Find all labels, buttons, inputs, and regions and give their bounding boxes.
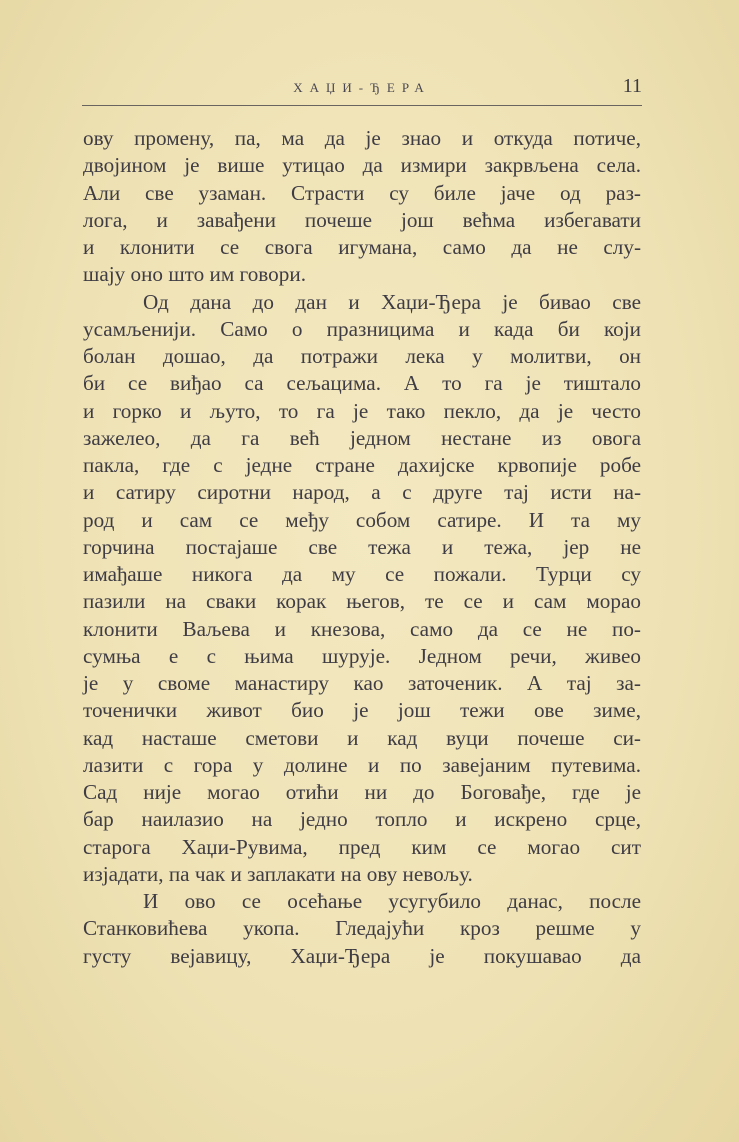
text-line: имађаше никога да му се пожали. Турци су [83, 562, 641, 586]
text-line: изјадати, па чак и заплакати на ову невољу. [83, 861, 473, 886]
text-line: кад насташе сметови и кад вуци почеше си- [83, 725, 641, 750]
text-line: Али све узаман. Страсти су биле јаче од раз- [83, 180, 641, 205]
text-line: лазити с гора у долине и по завејаним путевима. [83, 752, 641, 777]
text-line: и клонити се свога игумана, само да не слу- [83, 235, 641, 259]
text-line: Од дана до дан и Хаџи-Ђера је бивао све [143, 289, 641, 314]
text-line: сумња е с њима шурује. Једном речи, живео [83, 643, 641, 668]
body-text [83, 125, 641, 970]
text-line: клонити Ваљева и кнезова, само да се не по- [83, 616, 641, 641]
text-line: болан дошао, да потражи лека у молитви, он [83, 344, 641, 368]
text-line: бар наилазио на једно топло и искрено срце, [83, 807, 641, 832]
text-line: ову промену, па, ма да је знао и откуда потиче, [83, 126, 641, 150]
text-line: и горко и љуто, то га је тако пекло, да је често [83, 398, 641, 423]
text-line: род и сам се међу собом сатире. И та му [83, 507, 641, 532]
text-line: Станковићева укопа. Гледајући кроз решме у [83, 916, 641, 941]
text-line: пакла, где с једне стране дахијске крвопије робе [83, 453, 641, 477]
page-number: 11 [622, 75, 642, 97]
header-rule [82, 105, 642, 106]
text-line: шају оно што им говори. [83, 262, 306, 287]
text-line: горчина постајаше све тежа и тежа, јер не [83, 534, 641, 559]
text-line: Сад није могао отићи ни до Боговађе, где је [83, 780, 641, 804]
text-line: лога, и завађени почеше још већма избегавати [83, 207, 641, 232]
text-line: би се виђао са сељацима. А то га је тиштало [83, 371, 641, 396]
text-line: двојином је више утицао да измири закрвљена села. [83, 153, 641, 178]
text-line: пазили на сваки корак његов, те се и сам морао [83, 589, 641, 614]
text-line: зажелео, да га већ једном нестане из овога [83, 425, 641, 450]
text-line: И ово се осећање усугубило данас, после [143, 889, 641, 913]
text-line: усамљенији. Само о празницима и када би који [83, 316, 641, 341]
text-line: густу вејавицу, Хаџи-Ђера је покушавао да [83, 943, 641, 968]
running-title: ХАЏИ-ЂЕРА [293, 80, 431, 95]
text-line: точенички живот био је још тежи ове зиме, [83, 698, 641, 723]
text-line: старога Хаџи-Рувима, пред ким се могао сит [83, 834, 641, 859]
page-header [82, 72, 642, 102]
text-line: и сатиру сиротни народ, а с друге тај исти на- [83, 480, 641, 505]
text-line: је у своме манастиру као заточеник. А тај за- [83, 671, 641, 695]
